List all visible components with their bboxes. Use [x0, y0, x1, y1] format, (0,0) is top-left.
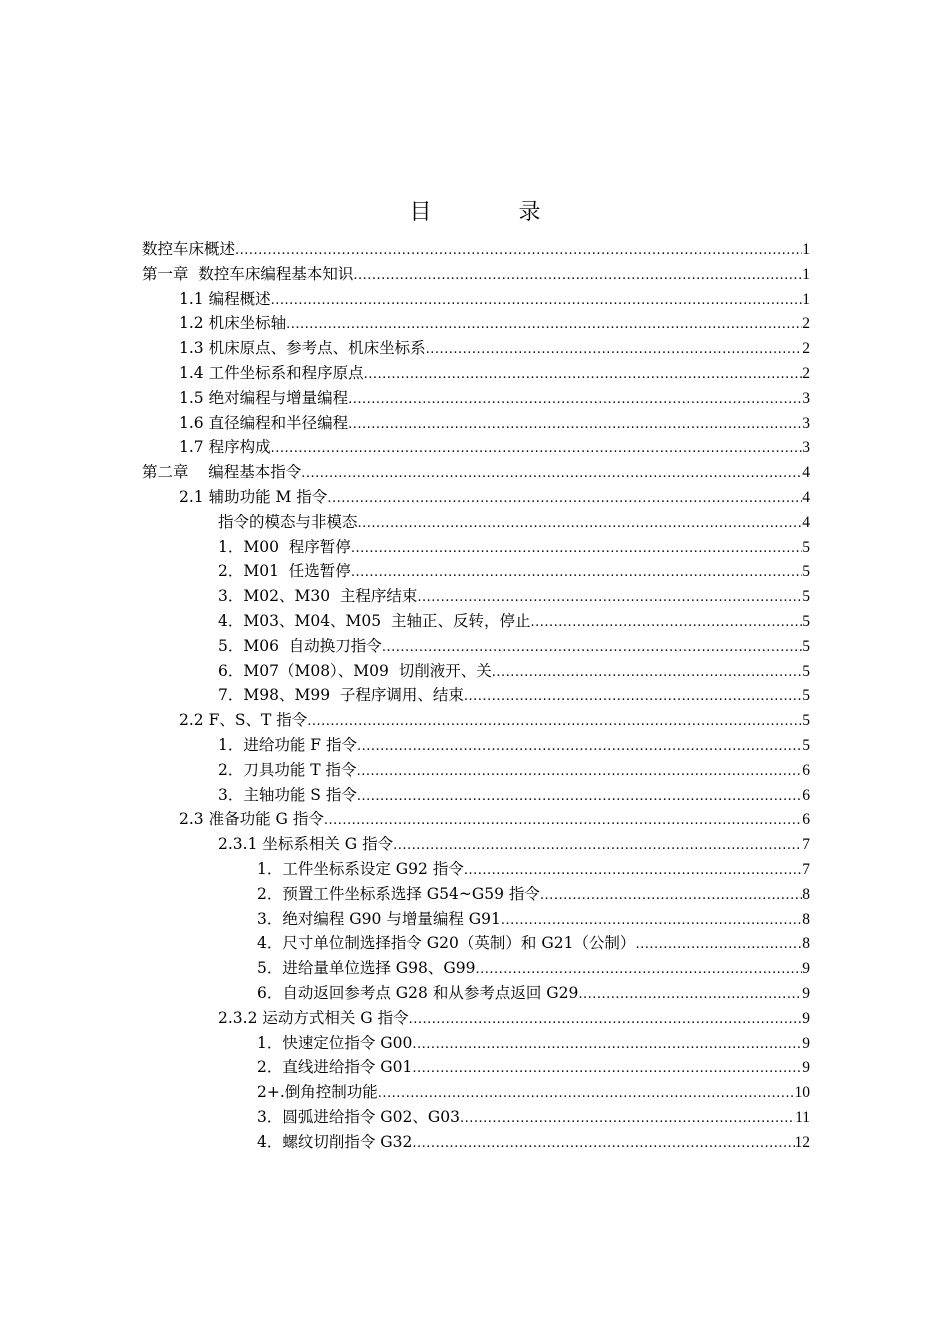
- toc-entry-title: 2.3 准备功能 G 指令: [179, 810, 324, 829]
- toc-entry[interactable]: [142, 882, 810, 907]
- toc-entry[interactable]: [142, 1006, 810, 1031]
- toc-entry-title: 1.6 直径编程和半径编程: [179, 413, 349, 432]
- toc-leader-dots: [364, 363, 803, 388]
- toc-page-number: 8: [802, 910, 810, 928]
- toc-entry-title: 6．自动返回参考点 G28 和从参考点返回 G29: [257, 983, 579, 1002]
- toc-entry[interactable]: [142, 1130, 810, 1155]
- toc-page-number: 5: [802, 612, 810, 630]
- toc-page-number: 2: [802, 364, 810, 382]
- toc-page-number: 12: [794, 1133, 810, 1151]
- toc-entry[interactable]: [142, 435, 810, 460]
- toc-page-number: 10: [794, 1084, 810, 1102]
- toc-page-number: 3: [802, 389, 810, 407]
- toc-leader-dots: [301, 462, 802, 487]
- toc-entry[interactable]: [142, 287, 810, 312]
- toc-entry-title: 第二章 编程基本指令: [142, 463, 302, 482]
- toc-entry-title: 2.2 F、S、T 指令: [179, 711, 308, 730]
- toc-leader-dots: [531, 611, 803, 636]
- toc-entry-title: 1．进给功能 F 指令: [218, 735, 357, 754]
- toc-entry[interactable]: [142, 683, 810, 708]
- toc-page-number: 2: [802, 340, 810, 358]
- toc-leader-dots: [412, 1057, 802, 1082]
- toc-entry-title: 2．M01 任选暂停: [218, 562, 351, 581]
- toc-entry[interactable]: [142, 237, 810, 262]
- toc-leader-dots: [271, 437, 803, 462]
- toc-entry-title: 5．M06 自动换刀指令: [218, 636, 382, 655]
- toc-leader-dots: [409, 1008, 803, 1033]
- toc-leader-dots: [235, 239, 802, 264]
- toc-leader-dots: [378, 1082, 795, 1107]
- toc-page-number: 9: [802, 1009, 810, 1027]
- toc-entry-title: 1．工件坐标系设定 G92 指令: [257, 859, 464, 878]
- toc-entry[interactable]: [142, 1080, 810, 1105]
- toc-leader-dots: [348, 413, 802, 438]
- toc-leader-dots: [307, 710, 802, 735]
- toc-leader-dots: [464, 859, 802, 884]
- toc-entry-title: 7．M98、M99 子程序调用、结束: [218, 686, 464, 705]
- toc-leader-dots: [393, 834, 802, 859]
- toc-entry-title: 1．快速定位指令 G00: [257, 1033, 413, 1052]
- toc-page-number: 4: [802, 513, 810, 531]
- toc-entry[interactable]: [142, 460, 810, 485]
- toc-entry[interactable]: [142, 485, 810, 510]
- toc-leader-dots: [348, 388, 802, 413]
- toc-entry[interactable]: [142, 907, 810, 932]
- toc-leader-dots: [353, 264, 802, 289]
- toc-page-number: 11: [795, 1108, 810, 1126]
- toc-page-number: 6: [802, 786, 810, 804]
- toc-entry[interactable]: [142, 733, 810, 758]
- toc-leader-dots: [492, 661, 803, 686]
- toc-entry[interactable]: [142, 981, 810, 1006]
- toc-entry-title: 第一章 数控车床编程基本知识: [142, 264, 354, 283]
- toc-entry[interactable]: [142, 758, 810, 783]
- toc-page-number: 1: [802, 265, 810, 283]
- table-of-contents: [142, 237, 810, 1154]
- toc-leader-dots: [412, 1033, 802, 1058]
- toc-entry-title: 2.3.1 坐标系相关 G 指令: [218, 835, 394, 854]
- toc-page-number: 6: [802, 811, 810, 829]
- toc-leader-dots: [464, 685, 802, 710]
- toc-page-number: 7: [802, 860, 810, 878]
- toc-entry-title: 4．螺纹切削指令 G32: [257, 1132, 413, 1151]
- toc-entry-title: 4．M03、M04、M05 主轴正、反转，停止: [218, 611, 531, 630]
- toc-page-number: 5: [802, 687, 810, 705]
- toc-entry[interactable]: [142, 584, 810, 609]
- toc-entry[interactable]: [142, 311, 810, 336]
- toc-page-number: 3: [802, 414, 810, 432]
- toc-leader-dots: [351, 537, 802, 562]
- toc-entry[interactable]: [142, 559, 810, 584]
- toc-leader-dots: [357, 735, 802, 760]
- toc-page-number: 7: [802, 836, 810, 854]
- toc-leader-dots: [578, 983, 802, 1008]
- toc-entry[interactable]: [142, 1055, 810, 1080]
- toc-entry-title: 1.2 机床坐标轴: [179, 314, 287, 333]
- toc-leader-dots: [460, 1107, 795, 1132]
- toc-leader-dots: [358, 512, 803, 537]
- toc-entry-title: 2.3.2 运动方式相关 G 指令: [218, 1008, 409, 1027]
- toc-leader-dots: [635, 933, 802, 958]
- toc-entry[interactable]: [142, 510, 810, 535]
- toc-entry[interactable]: [142, 336, 810, 361]
- toc-entry[interactable]: [142, 832, 810, 857]
- toc-leader-dots: [476, 958, 803, 983]
- toc-leader-dots: [417, 586, 802, 611]
- toc-entry-title: 3．绝对编程 G90 与增量编程 G91: [257, 909, 501, 928]
- toc-entry-title: 指令的模态与非模态: [218, 512, 358, 531]
- toc-entry[interactable]: [142, 262, 810, 287]
- toc-page-number: 9: [802, 1059, 810, 1077]
- toc-leader-dots: [382, 636, 802, 661]
- toc-page-number: 4: [802, 488, 810, 506]
- toc-entry-title: 2．直线进给指令 G01: [257, 1058, 413, 1077]
- toc-page-number: 5: [802, 736, 810, 754]
- toc-page-number: 2: [802, 315, 810, 333]
- toc-entry-title: 3．圆弧进给指令 G02、G03: [257, 1107, 460, 1126]
- toc-entry-title: 2．刀具功能 T 指令: [218, 760, 357, 779]
- toc-leader-dots: [271, 289, 803, 314]
- toc-entry-title: 2.1 辅助功能 M 指令: [179, 487, 328, 506]
- toc-page-number: 5: [802, 637, 810, 655]
- toc-leader-dots: [351, 561, 802, 586]
- toc-page-number: 9: [802, 984, 810, 1002]
- toc-page-number: 5: [802, 662, 810, 680]
- toc-entry[interactable]: [142, 807, 810, 832]
- toc-page-number: 8: [802, 935, 810, 953]
- toc-entry[interactable]: [142, 708, 810, 733]
- toc-entry-title: 数控车床概述: [142, 240, 236, 258]
- toc-page-number: 5: [802, 538, 810, 556]
- toc-leader-dots: [412, 1132, 794, 1157]
- toc-entry[interactable]: [142, 857, 810, 882]
- toc-page-number: 4: [802, 464, 810, 482]
- toc-entry-title: 1.3 机床原点、参考点、机床坐标系: [179, 339, 426, 358]
- toc-page-number: 9: [802, 1034, 810, 1052]
- toc-leader-dots: [426, 338, 803, 363]
- toc-leader-dots: [286, 313, 802, 338]
- toc-entry-title: 1.1 编程概述: [179, 289, 271, 308]
- toc-page-number: 6: [802, 761, 810, 779]
- toc-title: 目 录: [409, 200, 581, 225]
- toc-entry[interactable]: [142, 634, 810, 659]
- toc-entry-title: 1.5 绝对编程与增量编程: [179, 388, 349, 407]
- toc-leader-dots: [324, 809, 802, 834]
- toc-entry-title: 1.7 程序构成: [179, 438, 271, 457]
- toc-page-number: 1: [802, 290, 810, 308]
- toc-leader-dots: [540, 884, 802, 909]
- toc-leader-dots: [501, 909, 802, 934]
- toc-entry[interactable]: [142, 1105, 810, 1130]
- toc-entry[interactable]: [142, 535, 810, 560]
- toc-entry-title: 1．M00 程序暂停: [218, 537, 351, 556]
- toc-entry[interactable]: [142, 1031, 810, 1056]
- toc-entry[interactable]: [142, 783, 810, 808]
- toc-page-number: 8: [802, 885, 810, 903]
- toc-entry-title: 6．M07（M08）、M09 切削液开、关: [218, 661, 492, 680]
- toc-page-number: 5: [802, 712, 810, 730]
- toc-leader-dots: [327, 487, 802, 512]
- toc-entry[interactable]: [142, 361, 810, 386]
- toc-entry-title: 2．预置工件坐标系选择 G54~G59 指令: [257, 884, 540, 903]
- toc-page-number: 9: [802, 960, 810, 978]
- toc-leader-dots: [357, 760, 803, 785]
- toc-entry[interactable]: [142, 386, 810, 411]
- toc-entry-title: 1.4 工件坐标系和程序原点: [179, 363, 364, 382]
- toc-entry-title: 5．进给量单位选择 G98、G99: [257, 959, 476, 978]
- toc-page-number: 5: [802, 563, 810, 581]
- toc-page-number: 1: [802, 241, 810, 258]
- toc-page-number: 5: [802, 588, 810, 606]
- toc-leader-dots: [357, 785, 802, 810]
- toc-entry[interactable]: [142, 659, 810, 684]
- toc-entry[interactable]: [142, 931, 810, 956]
- toc-entry[interactable]: [142, 411, 810, 436]
- toc-entry-title: 3．主轴功能 S 指令: [218, 785, 357, 804]
- toc-entry-title: 2+.倒角控制功能: [257, 1083, 378, 1102]
- toc-entry-title: 4．尺寸单位制选择指令 G20（英制）和 G21（公制）: [257, 934, 636, 953]
- toc-entry[interactable]: [142, 956, 810, 981]
- toc-page-number: 3: [802, 439, 810, 457]
- toc-entry[interactable]: [142, 609, 810, 634]
- toc-entry-title: 3．M02、M30 主程序结束: [218, 587, 418, 606]
